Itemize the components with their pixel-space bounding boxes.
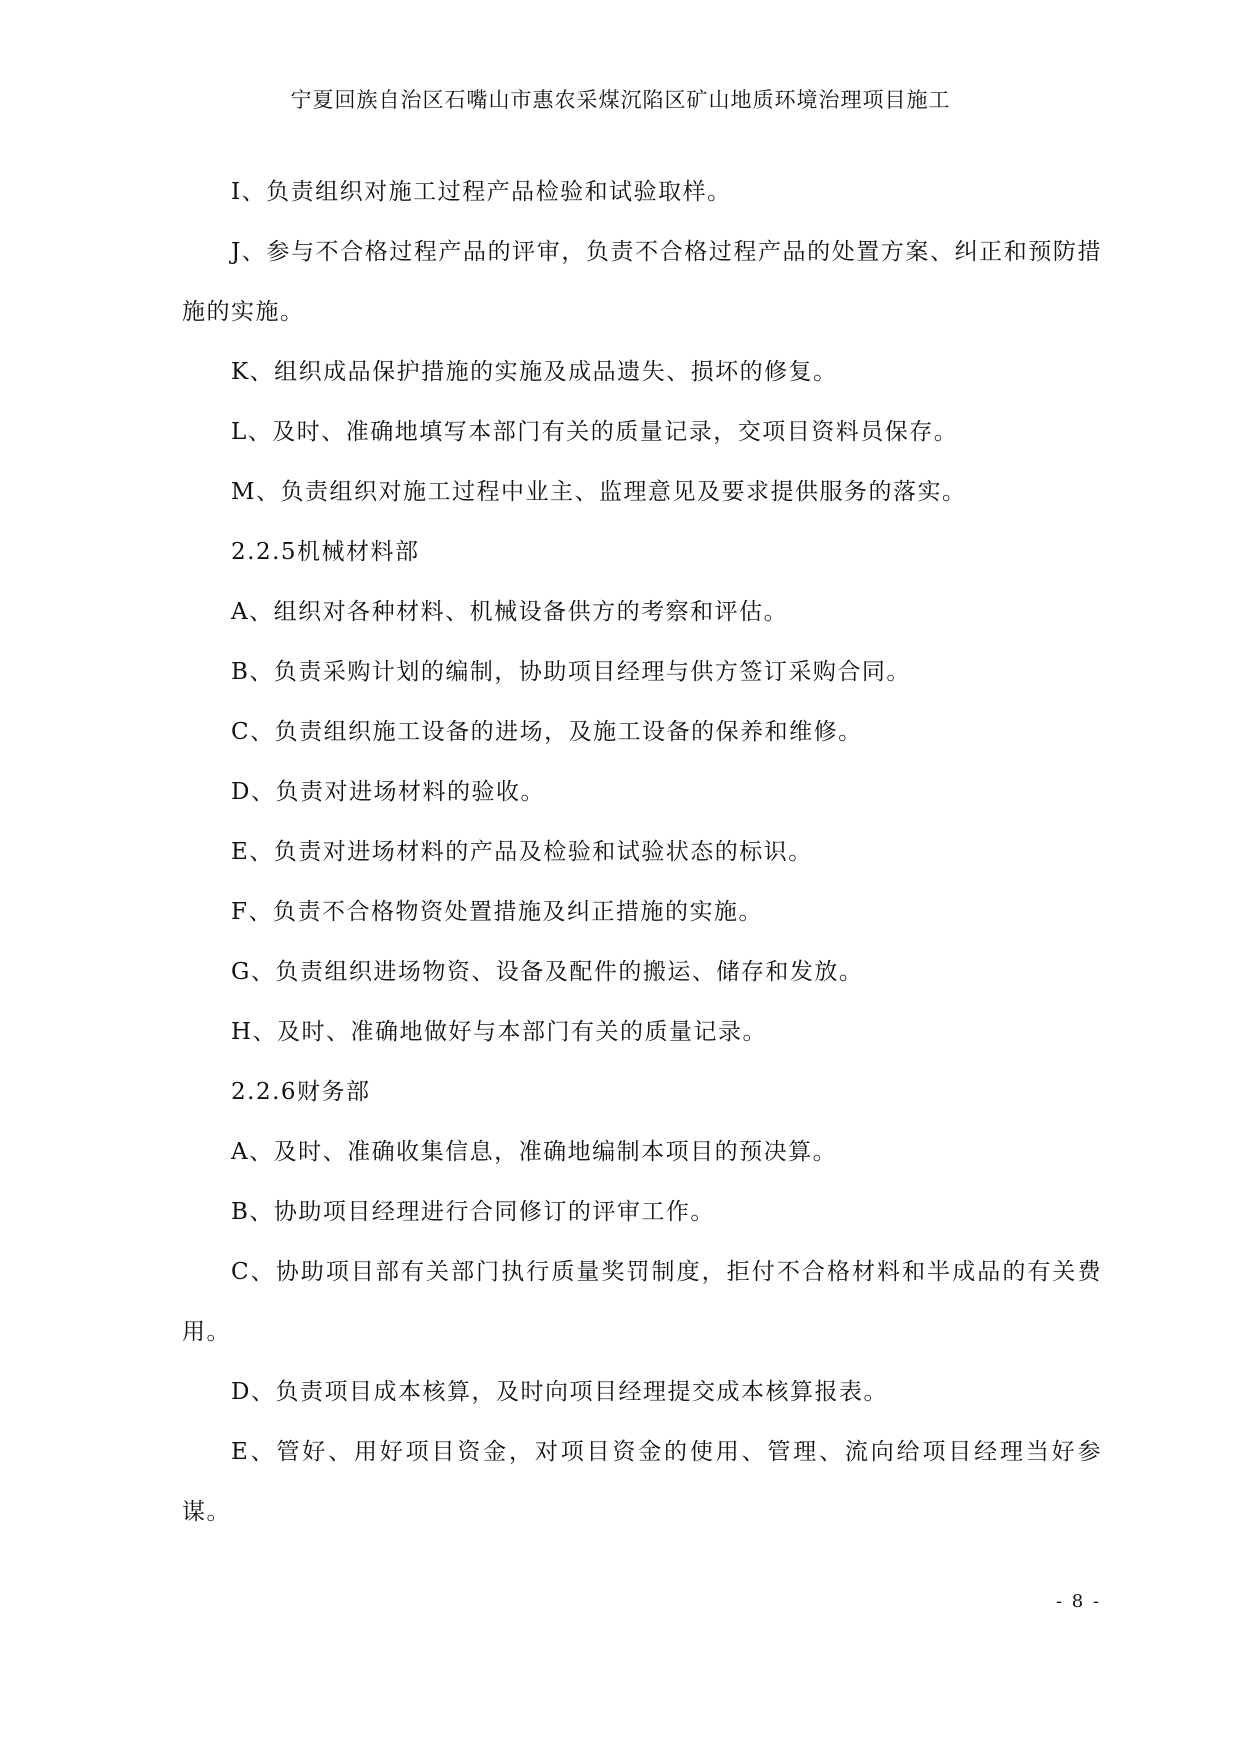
paragraph-machinery-b: B、负责采购计划的编制，协助项目经理与供方签订采购合同。: [231, 659, 911, 685]
paragraph-finance-a: A、及时、准确收集信息，准确地编制本项目的预决算。: [231, 1139, 838, 1165]
paragraph-item-m: M、负责组织对施工过程中业主、监理意见及要求提供服务的落实。: [231, 479, 967, 505]
paragraph-item-i: I、负责组织对施工过程产品检验和试验取样。: [231, 179, 732, 205]
paragraph-machinery-c: C、负责组织施工设备的进场，及施工设备的保养和维修。: [231, 719, 863, 745]
paragraph-machinery-h: H、及时、准确地做好与本部门有关的质量记录。: [231, 1019, 768, 1045]
paragraph-finance-b: B、协助项目经理进行合同修订的评审工作。: [231, 1199, 715, 1225]
document-body: [182, 162, 1102, 1542]
page-number: - 8 -: [1055, 1591, 1101, 1612]
paragraph-finance-c: C、协助项目部有关部门执行质量奖罚制度，拒付不合格材料和半成品的有关费用。: [182, 1259, 1102, 1345]
paragraph-machinery-d: D、负责对进场材料的验收。: [231, 779, 545, 805]
paragraph-machinery-a: A、组织对各种材料、机械设备供方的考察和评估。: [231, 599, 789, 625]
paragraph-item-j: J、参与不合格过程产品的评审，负责不合格过程产品的处置方案、纠正和预防措施的实施。: [182, 239, 1102, 325]
paragraph-machinery-f: F、负责不合格物资处置措施及纠正措施的实施。: [231, 899, 763, 925]
paragraph-finance-e: E、管好、用好项目资金，对项目资金的使用、管理、流向给项目经理当好参谋。: [182, 1439, 1102, 1525]
paragraph-item-k: K、组织成品保护措施的实施及成品遗失、损坏的修复。: [231, 359, 838, 385]
paragraph-item-l: L、及时、准确地填写本部门有关的质量记录，交项目资料员保存。: [231, 419, 959, 445]
header-divider: [182, 120, 1102, 121]
section-heading-finance: 2.2.6财务部: [231, 1079, 371, 1105]
paragraph-machinery-e: E、负责对进场材料的产品及检验和试验状态的标识。: [231, 839, 813, 865]
section-heading-machinery-materials: 2.2.5机械材料部: [231, 539, 420, 565]
paragraph-machinery-g: G、负责组织进场物资、设备及配件的搬运、储存和发放。: [231, 959, 864, 985]
paragraph-finance-d: D、负责项目成本核算，及时向项目经理提交成本核算报表。: [231, 1379, 888, 1405]
page-header: 宁夏回族自治区石嘴山市惠农采煤沉陷区矿山地质环境治理项目施工: [290, 88, 951, 112]
